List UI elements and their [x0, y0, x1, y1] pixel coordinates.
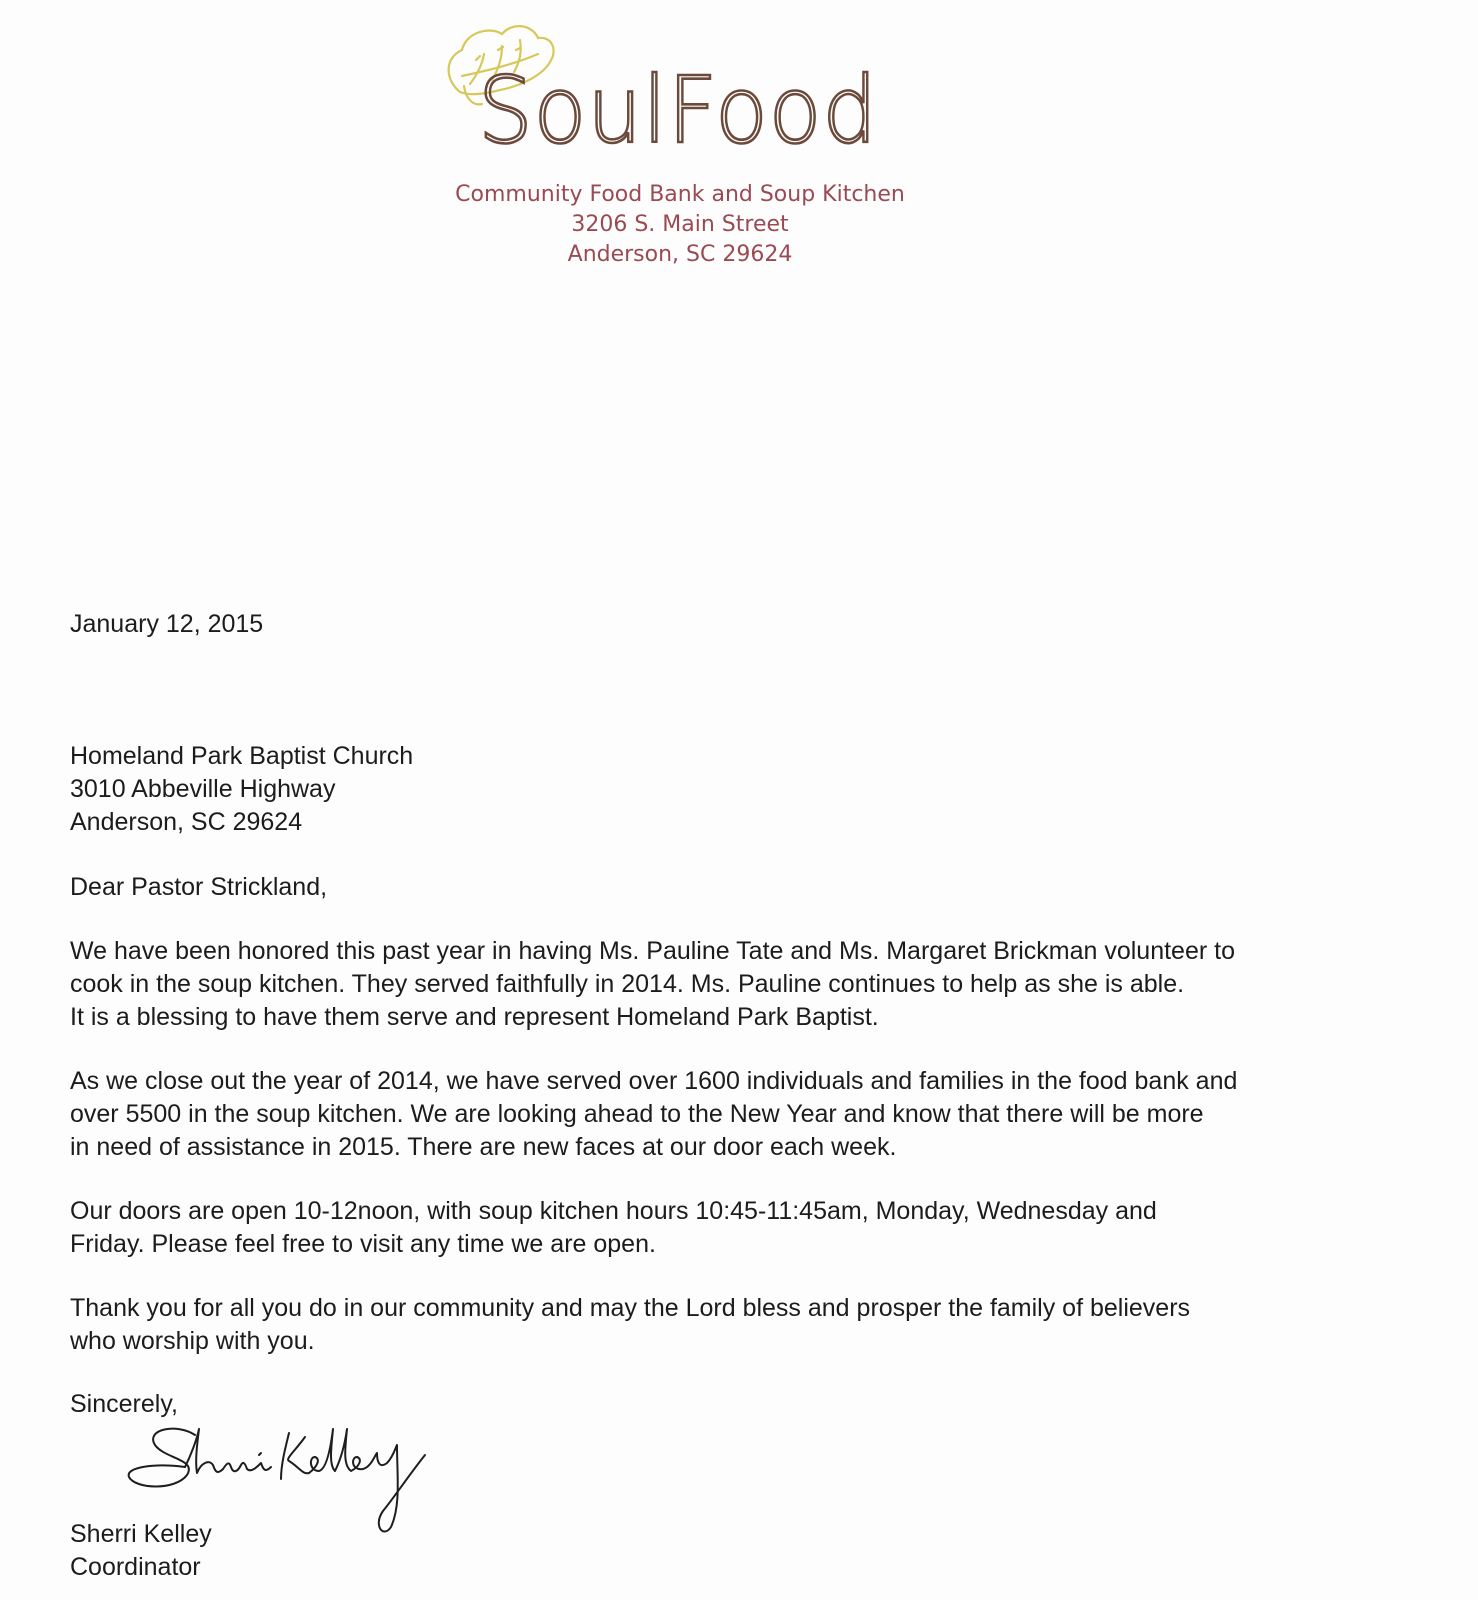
paragraph-line: As we close out the year of 2014, we have served over 1600 individuals and families in the food bank and [70, 1067, 1238, 1095]
recipient-name: Homeland Park Baptist Church [70, 742, 414, 770]
salutation: Dear Pastor Strickland, [70, 873, 328, 901]
paragraph-line: who worship with you. [70, 1327, 315, 1355]
paragraph-line: Our doors are open 10-12noon, with soup kitchen hours 10:45-11:45am, Monday, Wednesday and [70, 1197, 1157, 1225]
org-name: Community Food Bank and Soup Kitchen [455, 182, 905, 207]
letter-date: January 12, 2015 [70, 610, 264, 638]
signer-name: Sherri Kelley [70, 1520, 212, 1548]
paragraph [70, 1292, 1410, 1358]
paragraph-line: Thank you for all you do in our community and may the Lord bless and prosper the family of believers [70, 1294, 1191, 1322]
recipient-street: 3010 Abbeville Highway [70, 775, 336, 803]
paragraph [70, 1195, 1410, 1261]
org-address-block [440, 180, 920, 270]
paragraph-line: Friday. Please feel free to visit any time we are open. [70, 1230, 656, 1258]
paragraph-line: We have been honored this past year in having Ms. Pauline Tate and Ms. Margaret Brickman volunteer to [70, 937, 1235, 965]
closing: Sincerely, [70, 1390, 178, 1418]
paragraph [70, 1065, 1410, 1164]
paragraph-line: over 5500 in the soup kitchen. We are looking ahead to the New Year and know that there will be more [70, 1100, 1204, 1128]
paragraph-line: cook in the soup kitchen. They served faithfully in 2014. Ms. Pauline continues to help as she is able. [70, 970, 1185, 998]
paragraph-line: It is a blessing to have them serve and represent Homeland Park Baptist. [70, 1003, 879, 1031]
letterhead [440, 20, 920, 267]
logo-wordmark: SoulFood [478, 57, 878, 164]
paragraph-line: in need of assistance in 2015. There are new faces at our door each week. [70, 1133, 897, 1161]
signer-block [70, 1518, 212, 1584]
org-city: Anderson, SC 29624 [567, 242, 793, 267]
signer-title: Coordinator [70, 1553, 201, 1581]
soulfood-logo [440, 20, 910, 170]
paragraph [70, 935, 1410, 1034]
recipient-city: Anderson, SC 29624 [70, 808, 303, 836]
org-street: 3206 S. Main Street [571, 212, 789, 237]
recipient-address [70, 740, 413, 839]
